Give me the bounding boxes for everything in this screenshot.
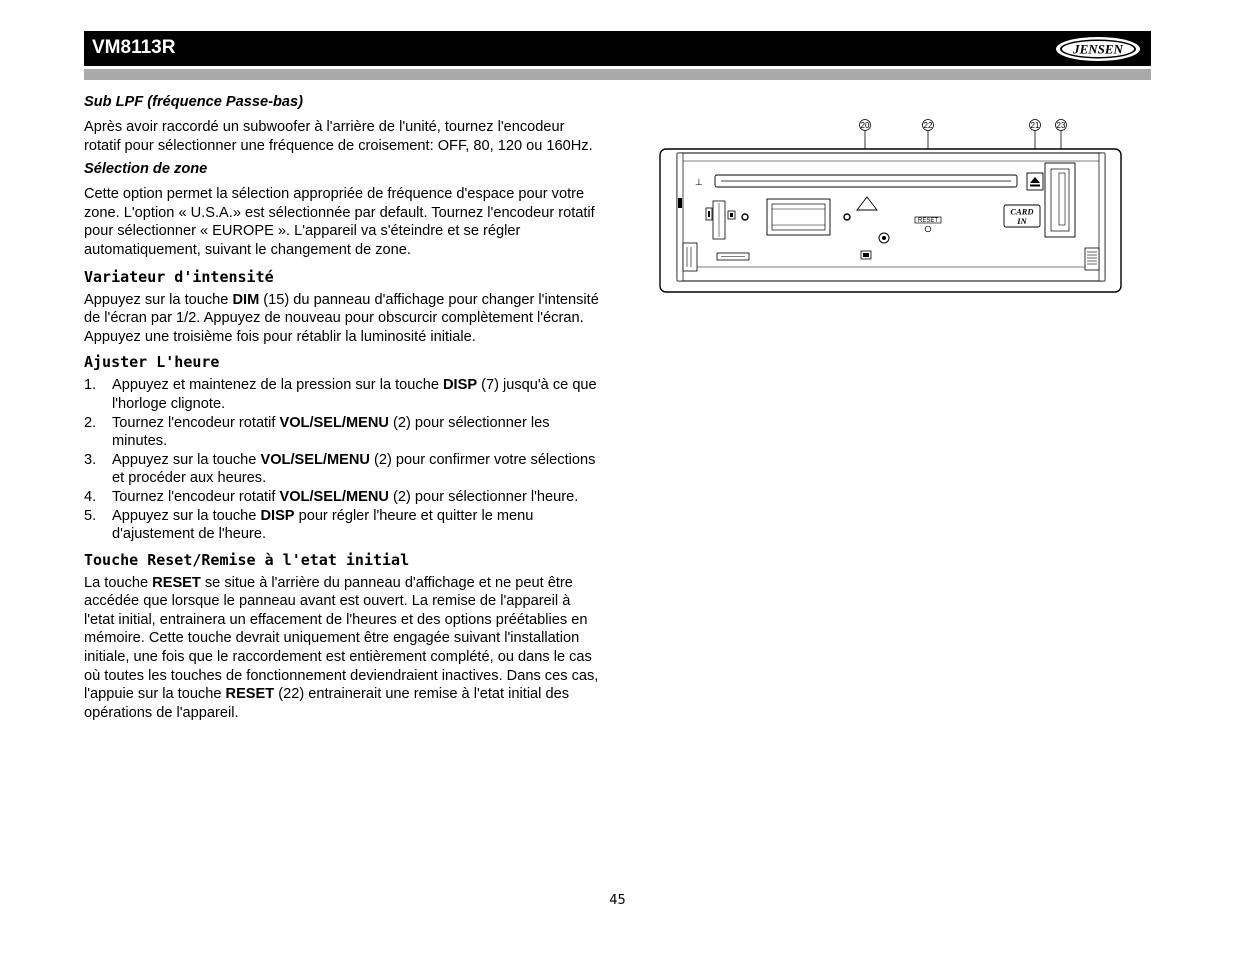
reset-heading: Touche Reset/Remise à l'etat initial <box>84 550 410 569</box>
svg-text:RESET: RESET <box>917 218 939 225</box>
card-slot <box>1045 163 1075 237</box>
list-item: 1. Appuyez et maintenez de la pression sur la touche DISP (7) jusqu'à ce que l'horloge clignote. <box>84 377 597 412</box>
zone-heading: Sélection de zone <box>84 161 208 178</box>
svg-text:23: 23 <box>1056 120 1066 130</box>
zone-body: Cette option permet la sélection appropriée de fréquence d'espace pour votre zone. L'option « U.S.A.» est sélectionnée par default. Tournez l'encodeur rotatif pour sélectionner « EUROPE ». L'appareil va s'éteindre et se régler automatiquement, suivant le changement de zone. <box>84 186 595 258</box>
svg-text:JENSEN: JENSEN <box>1073 41 1123 57</box>
svg-text:⊥: ⊥ <box>695 177 703 187</box>
list-item: 4. Tournez l'encodeur rotatif VOL/SEL/MENU (2) pour sélectionner l'heure. <box>84 488 579 505</box>
connector-block <box>767 199 830 235</box>
sub-lpf-heading: Sub LPF (fréquence Passe-bas) <box>84 94 303 110</box>
document-title: VM8113R <box>92 37 176 58</box>
svg-text:CARD: CARD <box>1010 206 1034 217</box>
list-item: 3. Appuyez sur la touche VOL/SEL/MENU (2) pour confirmer votre sélections et procéder aux heures. <box>84 451 596 487</box>
svg-text:22: 22 <box>923 120 933 130</box>
faceplate-rear-diagram <box>655 113 1125 298</box>
card-in-label <box>1004 205 1040 227</box>
main-content <box>84 93 604 722</box>
svg-text:21: 21 <box>1030 120 1040 130</box>
header-bar <box>84 31 1151 66</box>
jensen-logo <box>1055 36 1141 62</box>
clock-heading: Ajuster L'heure <box>84 353 220 372</box>
dimmer-body: Appuyez sur la touche DIM (15) du panneau d'affichage pour changer l'intensité de l'écran par 1/2. Appuyez de nouveau pour obscurcir complètement l'écran. Appuyez une troisième fois pour rétablir la luminosité initiale. <box>84 291 599 345</box>
reset-body: La touche RESET se situe à l'arrière du panneau d'affichage et ne peut être accédée que lorsque le panneau avant est ouvert. La remise de l'appareil à l'etat initial, entrainera un effacement de l'heures et des options préétablies en mémoire. Cette touche devrait uniquement être engagée suivant l'installation initiale, une fois que le raccordement est entièrement complété, ou dans le cas où toutes les touches de fonctionnement deviendraient inactives. Dans ces cas, l'appuie sur la touche RESET (22) entrainerait une remise à l'etat initial des opérations de l'appareil. <box>84 574 599 721</box>
header-divider <box>84 69 1151 80</box>
page-number: 45 <box>609 893 626 908</box>
list-item: 2. Tournez l'encodeur rotatif VOL/SEL/MENU (2) pour sélectionner les minutes. <box>84 414 550 450</box>
svg-text:IN: IN <box>1017 216 1027 226</box>
eject-icon <box>1027 173 1043 190</box>
clock-steps <box>84 376 604 543</box>
list-item: 5. Appuyez sur la touche DISP pour régler l'heure et quitter le menu d'ajustement de l'heure. <box>84 507 534 543</box>
dimmer-heading: Variateur d'intensité <box>84 267 274 286</box>
svg-text:20: 20 <box>860 120 870 130</box>
sub-lpf-body: Après avoir raccordé un subwoofer à l'arrière de l'unité, tournez l'encodeur rotatif pour sélectionner une fréquence de croisement: OFF, 80, 120 ou 160Hz. <box>84 119 593 154</box>
